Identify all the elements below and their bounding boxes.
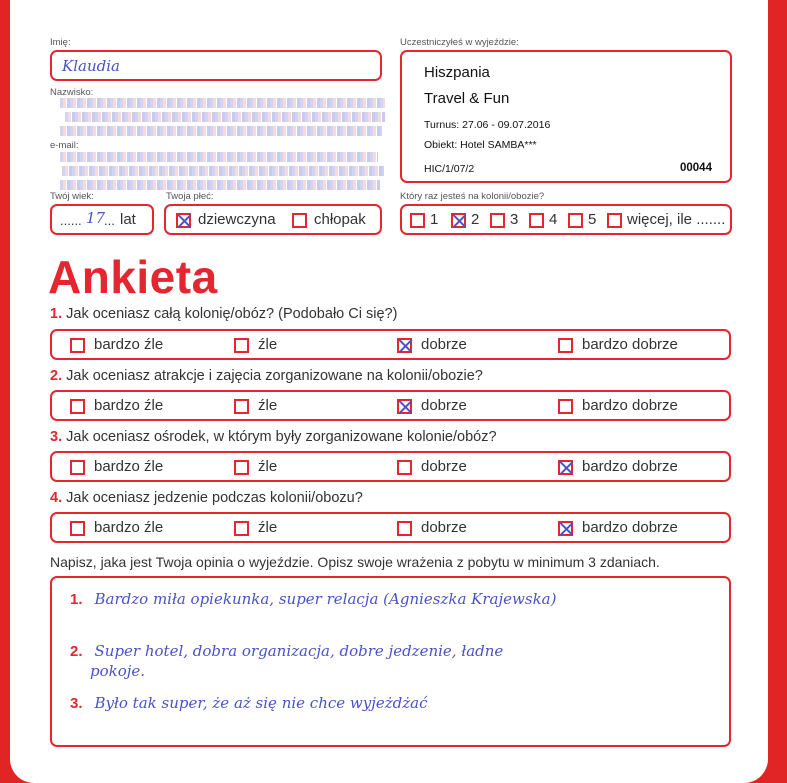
question-2-text bbox=[50, 368, 483, 384]
question-3-label: Jak oceniasz ośrodek, w którym były zorganizowane kolonie/obóz? bbox=[66, 429, 497, 445]
times-option-5: 5 bbox=[588, 211, 597, 228]
email-label: e-mail: bbox=[50, 140, 79, 151]
q3-option-very-good: bardzo dobrze bbox=[582, 458, 678, 475]
question-3-text bbox=[50, 429, 497, 445]
question-2-number: 2. bbox=[50, 368, 63, 384]
gender-option-male: chłopak bbox=[314, 211, 366, 228]
question-1-options bbox=[50, 329, 731, 360]
q4-checkbox-very-good[interactable] bbox=[558, 521, 573, 536]
answer-2-number: 2. bbox=[70, 643, 83, 660]
age-value: 17 bbox=[86, 209, 106, 227]
q4-option-bad: źle bbox=[258, 519, 278, 536]
answer-1 bbox=[70, 590, 556, 608]
question-4-text bbox=[50, 490, 363, 506]
question-4-label: Jak oceniasz jedzenie podczas kolonii/obozu? bbox=[66, 490, 363, 506]
q1-option-very-bad: bardzo źle bbox=[94, 336, 164, 353]
gender-label: Twoja płeć: bbox=[166, 191, 214, 202]
answer-2 bbox=[70, 642, 503, 660]
q3-checkbox-very-good[interactable] bbox=[558, 460, 573, 475]
times-option-4: 4 bbox=[549, 211, 558, 228]
answer-1-text: Bardzo miła opiekunka, super relacja (Agnieszka Krajewska) bbox=[94, 590, 557, 608]
q2-checkbox-very-good[interactable] bbox=[558, 399, 573, 414]
trip-label: Uczestniczyłeś w wyjeździe: bbox=[400, 37, 519, 48]
q2-checkbox-very-bad[interactable] bbox=[70, 399, 85, 414]
q2-option-good: dobrze bbox=[421, 397, 467, 414]
age-unit: lat bbox=[120, 211, 136, 228]
q1-option-good: dobrze bbox=[421, 336, 467, 353]
age-dots-right: ... bbox=[104, 213, 115, 228]
question-1-number: 1. bbox=[50, 306, 63, 322]
q2-option-bad: źle bbox=[258, 397, 278, 414]
answer-3-text: Było tak super, że aż się nie chce wyjeżdżać bbox=[94, 694, 428, 712]
q3-checkbox-bad[interactable] bbox=[234, 460, 249, 475]
age-field[interactable] bbox=[50, 204, 154, 235]
q3-option-very-bad: bardzo źle bbox=[94, 458, 164, 475]
survey-sheet bbox=[10, 0, 768, 783]
surname-redacted bbox=[60, 98, 385, 108]
question-1-label: Jak oceniasz całą kolonię/obóz? (Podobało Ci się?) bbox=[66, 306, 398, 322]
q4-checkbox-bad[interactable] bbox=[234, 521, 249, 536]
gender-field bbox=[164, 204, 382, 235]
question-3-number: 3. bbox=[50, 429, 63, 445]
q3-checkbox-good[interactable] bbox=[397, 460, 412, 475]
question-2-label: Jak oceniasz atrakcje i zajęcia zorganizowane na kolonii/obozie? bbox=[66, 368, 483, 384]
q4-option-good: dobrze bbox=[421, 519, 467, 536]
trip-card bbox=[400, 50, 732, 183]
q2-checkbox-good[interactable] bbox=[397, 399, 412, 414]
trip-number: 00044 bbox=[680, 162, 712, 174]
q2-checkbox-bad[interactable] bbox=[234, 399, 249, 414]
opinion-textarea[interactable] bbox=[50, 576, 731, 747]
times-option-1: 1 bbox=[430, 211, 439, 228]
surname-redacted-3 bbox=[60, 126, 382, 136]
surname-redacted-2 bbox=[65, 112, 385, 122]
answer-3 bbox=[70, 694, 428, 712]
gender-option-female: dziewczyna bbox=[198, 211, 276, 228]
trip-destination: Hiszpania bbox=[424, 64, 490, 81]
question-1-text bbox=[50, 306, 397, 322]
age-label: Twój wiek: bbox=[50, 191, 94, 202]
name-value: Klaudia bbox=[62, 57, 120, 75]
question-4-options bbox=[50, 512, 731, 543]
question-4-number: 4. bbox=[50, 490, 63, 506]
q2-option-very-bad: bardzo źle bbox=[94, 397, 164, 414]
q3-checkbox-very-bad[interactable] bbox=[70, 460, 85, 475]
survey-title: Ankieta bbox=[48, 251, 218, 303]
name-field[interactable] bbox=[50, 50, 382, 81]
times-checkbox-4[interactable] bbox=[529, 213, 544, 228]
times-checkbox-1[interactable] bbox=[410, 213, 425, 228]
q1-checkbox-very-good[interactable] bbox=[558, 338, 573, 353]
gender-checkbox-female[interactable] bbox=[176, 213, 191, 228]
q4-checkbox-very-bad[interactable] bbox=[70, 521, 85, 536]
gender-checkbox-male[interactable] bbox=[292, 213, 307, 228]
trip-obiekt: Obiekt: Hotel SAMBA*** bbox=[424, 139, 537, 151]
q1-checkbox-bad[interactable] bbox=[234, 338, 249, 353]
times-field bbox=[400, 204, 732, 235]
times-option-2: 2 bbox=[471, 211, 480, 228]
age-dots-left: ...... bbox=[60, 213, 82, 228]
trip-program: Travel & Fun bbox=[424, 90, 510, 107]
times-label: Który raz jesteś na kolonii/obozie? bbox=[400, 191, 545, 202]
surname-label: Nazwisko: bbox=[50, 87, 94, 98]
q1-option-bad: źle bbox=[258, 336, 278, 353]
trip-turnus: Turnus: 27.06 - 09.07.2016 bbox=[424, 119, 551, 131]
answer-2-cont: pokoje. bbox=[90, 662, 146, 680]
times-checkbox-3[interactable] bbox=[490, 213, 505, 228]
question-2-options bbox=[50, 390, 731, 421]
times-option-more: więcej, ile ....... bbox=[627, 211, 726, 228]
times-checkbox-2[interactable] bbox=[451, 213, 466, 228]
opinion-prompt: Napisz, jaka jest Twoja opinia o wyjeździe. Opisz swoje wrażenia z pobytu w minimum 3 zdaniach. bbox=[50, 554, 660, 570]
times-checkbox-5[interactable] bbox=[568, 213, 583, 228]
name-label: Imię: bbox=[50, 37, 71, 48]
question-3-options bbox=[50, 451, 731, 482]
q4-option-very-bad: bardzo źle bbox=[94, 519, 164, 536]
q1-checkbox-very-bad[interactable] bbox=[70, 338, 85, 353]
email-redacted-3 bbox=[60, 180, 380, 190]
q3-option-bad: źle bbox=[258, 458, 278, 475]
times-checkbox-more[interactable] bbox=[607, 213, 622, 228]
answer-1-number: 1. bbox=[70, 591, 83, 608]
times-option-3: 3 bbox=[510, 211, 519, 228]
answer-2-text: Super hotel, dobra organizacja, dobre jedzenie, ładne bbox=[94, 642, 504, 660]
answer-3-number: 3. bbox=[70, 695, 83, 712]
email-redacted-2 bbox=[62, 166, 384, 176]
q3-option-good: dobrze bbox=[421, 458, 467, 475]
trip-code: HIC/1/07/2 bbox=[424, 163, 475, 175]
email-redacted bbox=[60, 152, 378, 162]
q2-option-very-good: bardzo dobrze bbox=[582, 397, 678, 414]
q4-checkbox-good[interactable] bbox=[397, 521, 412, 536]
q1-option-very-good: bardzo dobrze bbox=[582, 336, 678, 353]
q1-checkbox-good[interactable] bbox=[397, 338, 412, 353]
q4-option-very-good: bardzo dobrze bbox=[582, 519, 678, 536]
